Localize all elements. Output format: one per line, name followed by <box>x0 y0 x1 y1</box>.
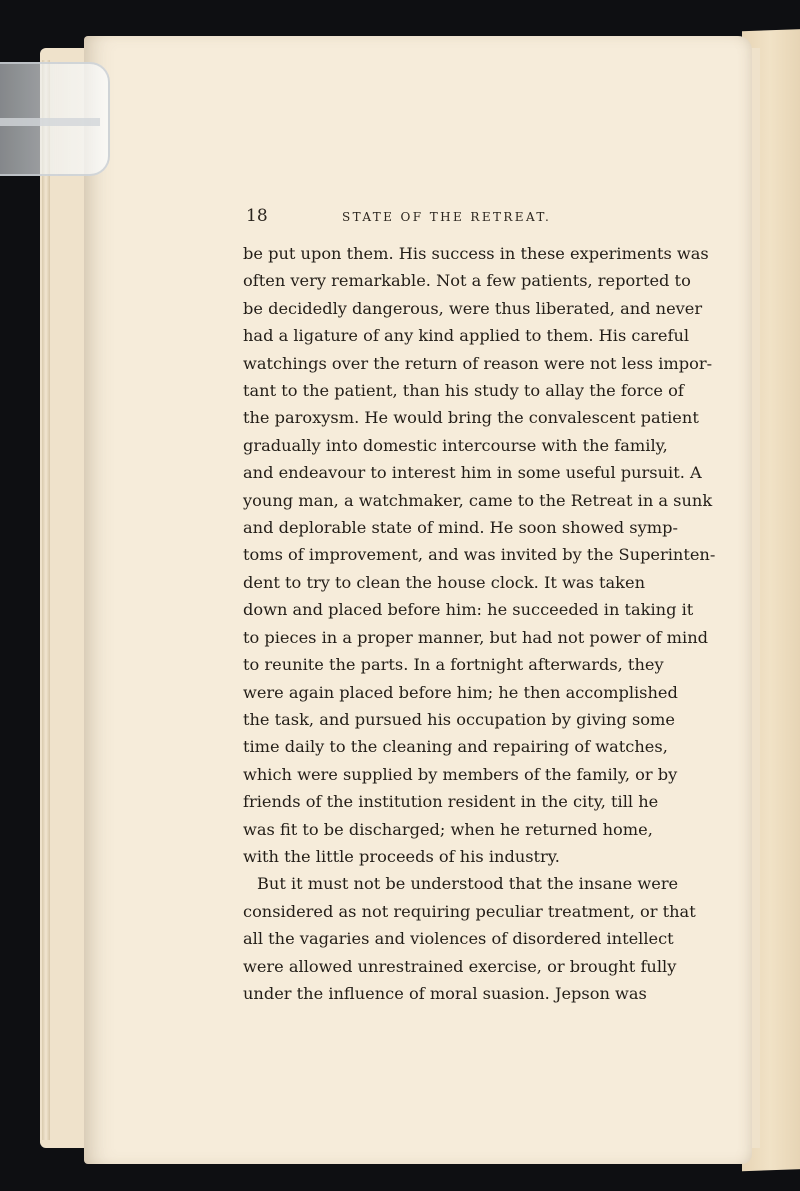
text-line: down and placed before him: he succeeded in taking it <box>243 600 694 620</box>
body-text <box>243 240 716 1007</box>
text-line: toms of improvement, and was invited by the Superinten- <box>243 545 716 565</box>
text-line: be decidedly dangerous, were thus liberated, and never <box>243 298 703 318</box>
text-line: dent to try to clean the house clock. It was taken <box>243 572 645 592</box>
text-line: under the influence of moral suasion. Jepson was <box>243 983 647 1003</box>
text-line: the paroxysm. He would bring the convalescent patient <box>243 408 699 428</box>
text-line: watchings over the return of reason were not less impor- <box>243 353 713 373</box>
page-number: 18 <box>246 206 268 226</box>
text-line: time daily to the cleaning and repairing of watches, <box>243 737 668 757</box>
text-line: was fit to be discharged; when he returned home, <box>243 819 653 839</box>
text-line: and endeavour to interest him in some useful pursuit. A <box>243 463 702 483</box>
text-line: were again placed before him; he then accomplished <box>243 682 678 702</box>
text-line: often very remarkable. Not a few patients, reported to <box>243 271 691 291</box>
text-line: considered as not requiring peculiar treatment, or that <box>243 901 696 921</box>
text-line: tant to the patient, than his study to allay the force of <box>243 381 684 401</box>
text-line: friends of the institution resident in the city, till he <box>243 792 659 812</box>
text-line: gradually into domestic intercourse with the family, <box>243 435 668 455</box>
page-clip-bar <box>0 118 100 126</box>
text-line: to pieces in a proper manner, but had not power of mind <box>243 627 708 647</box>
running-head: STATE OF THE RETREAT. <box>342 210 552 224</box>
text-line: were allowed unrestrained exercise, or brought fully <box>243 956 677 976</box>
text-line: with the little proceeds of his industry. <box>243 846 560 866</box>
text-line: be put upon them. His success in these experiments was <box>243 244 709 263</box>
text-line: to reunite the parts. In a fortnight afterwards, they <box>243 655 664 675</box>
text-line: all the vagaries and violences of disordered intellect <box>243 929 674 949</box>
text-line: had a ligature of any kind applied to them. His careful <box>243 326 690 346</box>
page-header <box>246 204 596 234</box>
page-stack-edge <box>42 60 50 1140</box>
text-line: the task, and pursued his occupation by giving some <box>243 709 675 729</box>
text-line: and deplorable state of mind. He soon showed symp- <box>243 518 678 538</box>
text-line: But it must not be understood that the insane were <box>257 874 679 894</box>
text-line: young man, a watchmaker, came to the Retreat in a sunk <box>243 490 713 510</box>
text-line: which were supplied by members of the family, or by <box>243 764 678 784</box>
